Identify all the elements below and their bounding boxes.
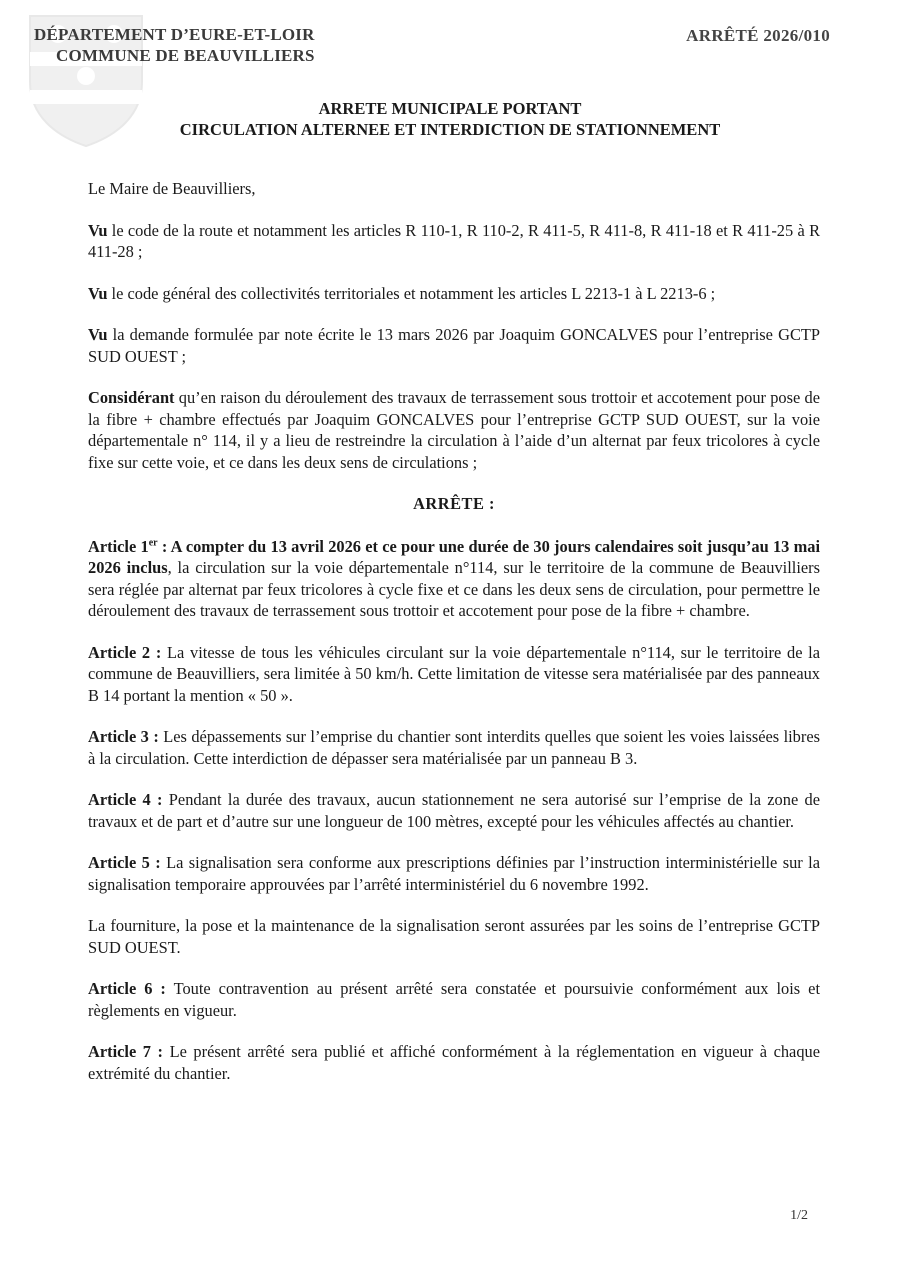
article-lead: Article 4 : [88, 790, 163, 809]
article-text: La vitesse de tous les véhicules circulant sur la voie départementale n°114, sur le territoire de la commune de Beauvilliers, sera limitée à 50 km/h. Cette limitation de vitesse sera matérialisée par des panneaux B 14 portant la mention « 50 ». [88, 642, 821, 705]
article-6 [88, 978, 820, 1021]
article-4 [88, 789, 820, 832]
article-text: Les dépassements sur l’emprise du chantier sont interdits quelles que soient les voies laissées libres à la circulation. Cette interdiction de dépasser sera matérialisée par un panneau B 3. [88, 727, 820, 768]
page-number: 1/2 [790, 1208, 808, 1223]
vu-lead: Vu [88, 220, 108, 240]
vu-paragraph [88, 220, 820, 263]
article-7 [88, 1041, 820, 1084]
vu-paragraph [88, 283, 820, 305]
article-text: La signalisation sera conforme aux prescriptions définies par l’instruction interministérielle sur la signalisation temporaire approuvées par l’arrêté interministériel du 6 novembre 1992. [88, 853, 820, 894]
article-text: Toute contravention au présent arrêté sera constatée et poursuivie conformément aux lois et règlements en vigueur. [88, 979, 821, 1020]
document-title [0, 98, 900, 140]
commune-name: COMMUNE DE BEAUVILLIERS [56, 46, 315, 65]
article-lead: Article 3 : [88, 727, 159, 746]
article-1-dates: : A compter du 13 avril 2026 et ce pour une durée de 30 jours calendaires soit jusqu’au 13 mai 2026 inclus [88, 536, 820, 577]
decree-reference: ARRÊTÉ 2026/010 [686, 26, 830, 45]
title-line-1: ARRETE MUNICIPALE PORTANT [318, 99, 582, 118]
article-lead: Article 6 : [88, 979, 166, 998]
article-1 [88, 536, 820, 622]
vu-text: la demande formulée par note écrite le 13 mars 2026 par Joaquim GONCALVES pour l’entreprise GCTP SUD OUEST ; [88, 325, 820, 366]
considerant-text: qu’en raison du déroulement des travaux de terrassement sous trottoir et accotement pour pose de la fibre + chambre effectués par Joaquim GONCALVES pour l’entreprise GCTP SUD OUEST, sur la voie départementale n° 114, il y a lieu de restreindre la circulation à l’aide d’un alternat par feux tricolores à cycle fixe sur cette voie, et ce dans les deux sens de circulations ; [88, 388, 820, 472]
arrete-heading: ARRÊTE : [413, 494, 495, 513]
department-name: DÉPARTEMENT D’EURE-ET-LOIR [34, 25, 315, 44]
vu-text: le code de la route et notamment les articles R 110-1, R 110-2, R 411-5, R 411-8, R 411-18 et R 411-25 à R 411-28 ; [88, 220, 820, 261]
issuer-header [34, 24, 315, 66]
document-body [88, 178, 820, 1104]
considerant-paragraph [88, 387, 820, 473]
vu-paragraph [88, 324, 820, 367]
vu-lead: Vu [88, 325, 108, 344]
vu-text: le code général des collectivités territoriales et notamment les articles L 2213-1 à L 2213-6 ; [107, 283, 716, 303]
article-lead: Article 2 : [88, 642, 162, 662]
vu-lead: Vu [88, 283, 108, 303]
article-lead: Article 7 : [88, 1042, 164, 1061]
article-lead: Article 5 : [88, 853, 161, 872]
title-line-2: CIRCULATION ALTERNEE ET INTERDICTION DE STATIONNEMENT [179, 120, 721, 139]
article-text: Le présent arrêté sera publié et affiché conformément à la réglementation en vigueur à chaque extrémité du chantier. [88, 1042, 820, 1083]
article-5 [88, 852, 820, 895]
signage-supply-paragraph: La fourniture, la pose et la maintenance de la signalisation seront assurées par les soins de l’entreprise GCTP SUD OUEST. [88, 916, 820, 957]
article-1-superscript: er [148, 537, 158, 549]
article-1-text: , la circulation sur la voie départementale n°114, sur le territoire de la commune de Beauvilliers sera réglée par alternat par feux tricolores à cycle fixe et ce dans les deux sens de circulation, pour permettre le déroulement des travaux de terrassement sous trottoir et accotement pour pose de la fibre + chambre. [88, 558, 820, 620]
article-1-number: Article 1 [88, 536, 149, 556]
article-2 [88, 642, 820, 707]
article-text: Pendant la durée des travaux, aucun stationnement ne sera autorisé sur l’emprise de la zone de travaux et de part et d’autre sur une longueur de 100 mètres, excepté pour les véhicules affectés au chantier. [88, 790, 821, 831]
considerant-lead: Considérant [88, 388, 175, 407]
article-3 [88, 726, 820, 769]
intro-paragraph: Le Maire de Beauvilliers, [88, 179, 256, 198]
